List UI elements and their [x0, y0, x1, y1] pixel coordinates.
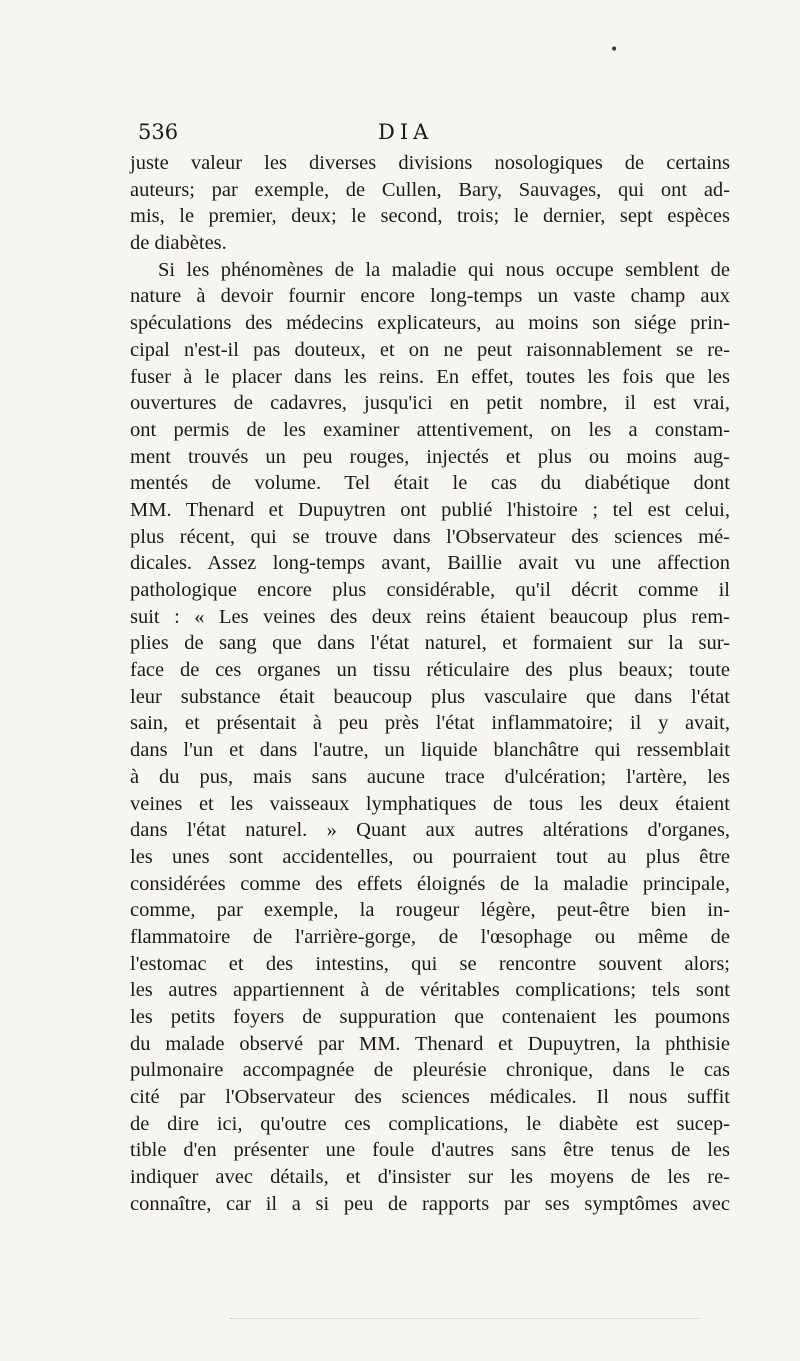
text-line: mis, le premier, deux; le second, trois; le dernier, sept espèces [130, 205, 730, 228]
text-line: de dire ici, qu'outre ces complications, le diabète est sucep- [130, 1112, 730, 1135]
text-line: flammatoire de l'arrière-gorge, de l'œsophage ou même de [130, 925, 730, 948]
bottom-rule [230, 1318, 700, 1319]
text-line: dicales. Assez long-temps avant, Baillie avait vu une affection [130, 552, 730, 575]
ink-speck: • [610, 42, 619, 58]
text-line: à du pus, mais sans aucune trace d'ulcération; l'artère, les [130, 765, 730, 788]
text-line: mentés de volume. Tel était le cas du diabétique dont [130, 472, 730, 495]
text-line: de diabètes. [130, 232, 227, 255]
text-line: considérées comme des effets éloignés de la maladie principale, [130, 872, 730, 895]
text-line: sain, et présentait à peu près l'état inflammatoire; il y avait, [130, 712, 730, 735]
page-number: 536 [138, 120, 179, 144]
text-line: comme, par exemple, la rougeur légère, peut-être bien in- [130, 899, 730, 922]
running-head: DIA [378, 120, 434, 144]
text-line: MM. Thenard et Dupuytren ont publié l'histoire ; tel est celui, [130, 498, 730, 521]
text-line: fuser à le placer dans les reins. En effet, toutes les fois que les [130, 365, 730, 388]
text-line: pulmonaire accompagnée de pleurésie chronique, dans le cas [130, 1059, 730, 1082]
text-line: plies de sang que dans l'état naturel, et formaient sur la sur- [130, 632, 730, 655]
text-line: face de ces organes un tissu réticulaire des plus beaux; toute [130, 659, 730, 682]
text-line: auteurs; par exemple, de Cullen, Bary, Sauvages, qui ont ad- [130, 178, 730, 201]
text-line: leur substance était beaucoup plus vasculaire que dans l'état [130, 685, 730, 708]
text-line: ouvertures de cadavres, jusqu'ici en petit nombre, il est vrai, [130, 392, 730, 415]
text-line: ont permis de les examiner attentivement, on les a constam- [130, 418, 730, 441]
text-line: les unes sont accidentelles, ou pourraient tout au plus être [130, 845, 730, 868]
text-line: plus récent, qui se trouve dans l'Observateur des sciences mé- [130, 525, 730, 548]
page-header [138, 120, 728, 150]
text-line: cité par l'Observateur des sciences médicales. Il nous suffit [130, 1086, 730, 1109]
text-line: pathologique encore plus considérable, qu'il décrit comme il [130, 579, 730, 601]
text-line: Si les phénomènes de la maladie qui nous occupe semblent de [158, 258, 730, 281]
body-text [130, 150, 730, 1218]
text-line: du malade observé par MM. Thenard et Dupuytren, la phthisie [130, 1032, 730, 1055]
text-line: ment trouvés un peu rouges, injectés et plus ou moins aug- [130, 445, 730, 468]
text-line: l'estomac et des intestins, qui se rencontre souvent alors; [130, 952, 730, 975]
text-line: dans l'un et dans l'autre, un liquide blanchâtre qui ressemblait [130, 739, 730, 762]
text-line: suit : « Les veines des deux reins étaient beaucoup plus rem- [130, 605, 730, 628]
text-line: connaître, car il a si peu de rapports par ses symptômes avec [130, 1192, 730, 1215]
text-line: juste valeur les diverses divisions nosologiques de certains [130, 152, 730, 174]
text-line: les autres appartiennent à de véritables complications; tels sont [130, 979, 730, 1002]
text-line: veines et les vaisseaux lymphatiques de tous les deux étaient [130, 792, 730, 815]
text-line: spéculations des médecins explicateurs, au moins son siége prin- [130, 312, 730, 335]
text-line: nature à devoir fournir encore long-temps un vaste champ aux [130, 285, 730, 308]
text-line: indiquer avec détails, et d'insister sur les moyens de les re- [130, 1166, 730, 1189]
text-line: cipal n'est-il pas douteux, et on ne peut raisonnablement se re- [130, 338, 730, 361]
text-line: les petits foyers de suppuration que contenaient les poumons [130, 1006, 730, 1028]
text-line: tible d'en présenter une foule d'autres sans être tenus de les [130, 1139, 730, 1162]
text-line: dans l'état naturel. » Quant aux autres altérations d'organes, [130, 819, 730, 842]
